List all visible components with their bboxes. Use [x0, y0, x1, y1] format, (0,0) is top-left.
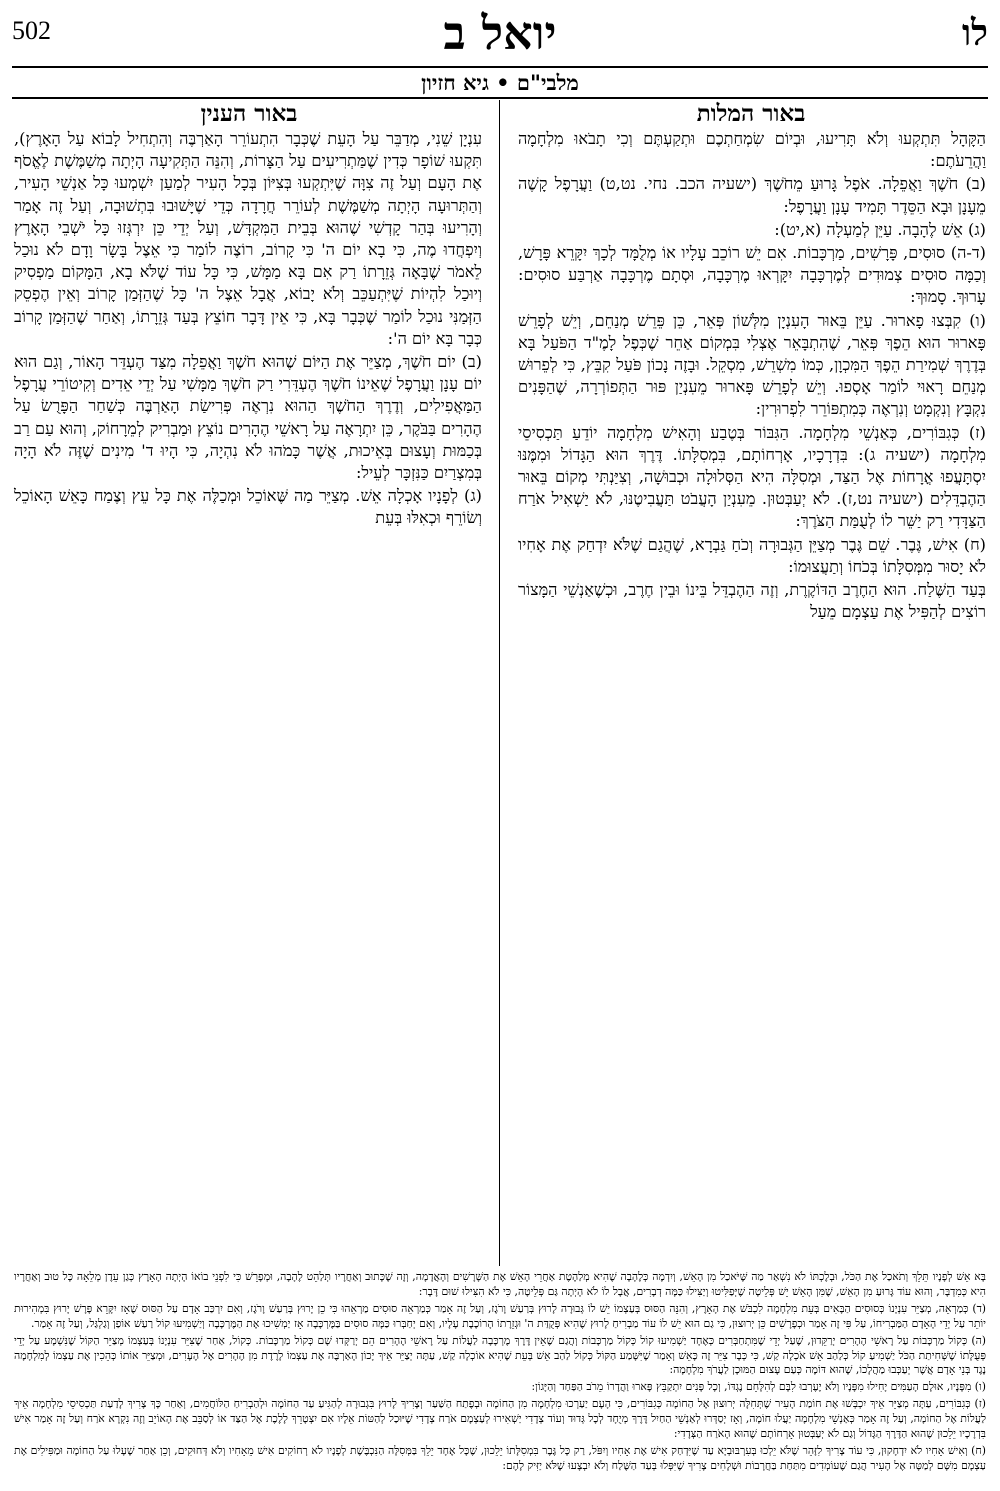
subheading-rule	[12, 97, 988, 99]
full-paragraph: בָּא אֵשׁ לְפָנָיו תֵּלֵךְ וְתֹאכַל אֶת הַכֹּל, וּבְלֶכְתּוֹ לֹא נִשְׁאַר מַה שֶּׁיֹּאכַל מִן הָאֵשׁ, וְיִדְמֶה כְּלֶהָבָה שֶׁהִיא מְלַהֶטֶת אַחֲרֵי הָאֵשׁ אֶת הַשָּׁרָשִׁים וְהָאֲדָמָה, וְזֶה שֶׁכָּתוּב וְאַחֲרָיו תְּלַהֵט לֶהָבָה, וּמְפָרֵשׁ כִּי לִפְנֵי בוֹאוֹ הָיְתָה הָאָרֶץ כְּגַן עֵדֶן מְלֵאָה כָּל טוּב וְאַחֲרָיו הִיא כְּמִדְבָּר, וְהוּא עוֹד גָּרוּעַ מִן הָאֵשׁ, שֶׁמִּן הָאֵשׁ יֵשׁ פְּלֵיטָה שֶׁיְּפַלִּיטוּ וְיַצִּילוּ כַּמָּה דְבָרִים, אֲבָל לוֹ לֹא הָיְתָה גַּם פְּלֵיטָה, כִּי לֹא הִצִּילוּ שׁוּם דָּבָר:	[14, 1270, 986, 1298]
right-paragraph: (ג) אֵשׁ לֶהָבָה. עַיֵּן לְמַעְלָה (א,יט):	[774, 219, 986, 239]
left-paragraph: (ג) לְפָנָיו אָכְלָה אֵשׁ. מְצַיֵּר מַה שֶּׁאוֹכֵל וּמְכַלֶּה אֶת כָּל עֵץ וְצֶמַח כָּאֵשׁ הָאוֹכֵל וְשׂוֹרֵף וּכְאִלּוּ בְּעֵת	[14, 486, 482, 528]
left-column-title: באור הענין	[200, 100, 298, 127]
full-paragraph: (ו) מִפָּנָיו, אוּלָם הָעַמִּים יָחִילוּ מִפָּנָיו וְלֹא יֶעֶרְבוּ לִבָּם לְהִלָּחֵם נֶגְדּוֹ, וְכָל פָּנִים יִתְקַבֵּץ פָּארוּ וַהֲדָרוֹ מֵרֹב הַפַּחַד וְהַיָּגוֹן:	[531, 1380, 986, 1394]
right-paragraph: (ו) קִבְּצוּ פָארוּר. עַיֵּן בֵּאוּר הָעִנְיָן מִלְּשׁוֹן פְּאֵר, כֵּן פֵּרֵשׁ מְנַחֵם, וְיֵשׁ לְפָרֵשׁ פָּארוּר הוּא הֵפֶךְ פְּאֵר, שֶׁהִתְבָּאֵר אֶצְלִי בִּמְקוֹם אַחֵר שֶׁכְּפֶל לָמֶ"ד הַפֹּעַל בָּא בְּדֶרֶךְ שְׁמִירַת הֵפֶךְ הַמִּכְוָן, כְּמוֹ מִשְׁרֵשׁ, מִסְקֵל. וּבָזֶה נָכוֹן פֹּעַל קִבֵּץ, כִּי לְפֵרוּשׁ מְנַחֵם רָאוּי לוֹמַר אָסְפוּ. וְיֵשׁ לְפָרֵשׁ פָּארוּר מֵעִנְיַן פּוּר הַתְּפוֹרְרָה, שֶׁהַפָּנִים נִקְבָּץ וְנִקְמָט וְנִרְאֶה כְּמִתְפּוֹרֵר לִפְרוּרִין:	[518, 310, 986, 419]
right-paragraph: (ב) חֹשֶׁךְ וַאֲפֵלָה. אֹפֶל גָּרוּעַ מֵחֹשֶׁךְ (ישעיה הכב. נחי. נט,ט) וַעֲרָפֶל קָשֶׁה מֵעָנָן וּבָא הַסֵּדֶר תָּמִיד עָנָן וַעֲרָפֶל:	[518, 174, 986, 216]
page-header	[12, 6, 988, 68]
left-paragraph: עִנְיָן שֵׁנִי, מְדַבֵּר עַל הָעֵת שֶׁכְּבָר הִתְעוֹרֵר הָאַרְבֶּה וְהִתְחִיל לָבוֹא עַל הָאָרֶץ), תִּקְעוּ שׁוֹפָר כְּדִין שֶׁמַּתְרִיעִים עַל הַצָּרוֹת, וְהִנֵּה הַתְּקִיעָה הָיְתָה מְשַׁמֶּשֶׁת לֶאֱסֹף אֶת הָעָם וְעַל זֶה צִוָּה שֶׁיִּתְקְעוּ בְּצִיּוֹן בְּכָל הָעִיר לְמַעַן יִשְׁמְעוּ כָּל אַנְשֵׁי הָעִיר, וְהַתְּרוּעָה הָיְתָה מְשַׁמֶּשֶׁת לְעוֹרֵר חֲרָדָה כְּדֵי שֶׁיָּשׁוּבוּ בִּתְשׁוּבָה, וְעַל זֶה אָמַר וְהָרִיעוּ בְּהַר קָדְשִׁי שֶׁהוּא בְּבֵית הַמִּקְדָּשׁ, וְעַל יְדֵי כֵּן יִרְגְּזוּ כָּל יֹשְׁבֵי הָאָרֶץ וְיִפְחֲדוּ מֶה, כִּי בָא יוֹם ה' כִּי קָרוֹב, רוֹצֶה לוֹמַר כִּי אֵצֶל בָּשָׂר וָדָם לֹא נוּכַל לֵאמֹר שֶׁבָּאָה גְּזֵרָתוֹ רַק אִם בָּא מַמָּשׁ, כִּי כָּל עוֹד שֶׁלֹּא בָא, הַמָּקוֹם מַפְסִיק וְיוּכַל לִהְיוֹת שֶׁיִּתְעַכֵּב וְלֹא יָבוֹא, אֲבָל אֵצֶל ה' כָּל שֶׁהַזְּמַן קָרוֹב וְאֵין הֶפְסֵק הַזְּמַנִּי נוּכַל לוֹמַר שֶׁכְּבָר בָּא, כִּי אֵין דָּבָר חוֹצֵץ בְּעַד גְּזֵרָתוֹ, וְאַחַר שֶׁהַזְּמַן קָרוֹב כְּבָר בָּא יוֹם ה':	[14, 129, 482, 348]
right-column-text	[518, 128, 986, 624]
header-rule	[12, 66, 988, 68]
full-width-text	[14, 1270, 986, 1476]
right-paragraph: בְּעַד הַשֶּׁלַח. הוּא הַחֶרֶב הַדּוֹקֶרֶת, וְזֶה הַהֶבְדֵּל בֵּינוֹ וּבֵין חֶרֶב, וּכְשֶׁאַנְשֵׁי הַמָּצוֹר רוֹצִים לְהַפִּיל אֶת עַצְמָם מֵעַל	[518, 580, 986, 622]
right-paragraph: (ח) אִישׁ, גֶּבֶר. שֵׁם גֶּבֶר מְצַיֵּן הַגְּבוּרָה וְכֹחַ גַּבְרָא, שֶׁהֲגַם שֶׁלֹּא יִדְחַק אֶת אָחִיו לֹא יָסוּר מִמְּסִלָּתוֹ בְּכֹחוֹ וְתַעֲצוּמוֹ:	[518, 534, 986, 576]
chapter-side-label: לו	[961, 12, 988, 54]
right-column-title: באור המלות	[696, 100, 806, 127]
left-paragraph: (ב) יוֹם חֹשֶׁךְ, מְצַיֵּר אֶת הַיּוֹם שֶׁהוּא חֹשֶׁךְ וַאֲפֵלָה מִצַּד הֶעְדֵּר הָאוֹר, וְגַם הוּא יוֹם עָנָן וַעֲרָפֶל שֶׁאֵינוֹ חֹשֶׁךְ הֶעְדֵּרִי רַק חֹשֶׁךְ מַמָּשִׁי עַל יְדֵי אֵדִים וְקִיטוֹרֵי עֲרָפֶל הַמַּאֲפִילִים, וְדֶרֶךְ הַחֹשֶׁךְ הַהוּא נִרְאֶה פְּרִישַׂת הָאַרְבֶּה כְּשַׁחַר הַפָּרֻשׂ עַל הֶהָרִים בַּבֹּקֶר, כֵּן יִתְרָאֶה עַל רָאשֵׁי הֶהָרִים נוֹצֵץ וּמַבְרִיק לְמֵרָחוֹק, וְהוּא עַם רַב בְּכַמּוּת וְעָצוּם בְּאֵיכוּת, אֲשֶׁר כָּמֹהוּ לֹא נִהְיָה, כִּי הָיוּ ד' מִינִים שֶׁזֶּה לֹא הָיָה בְּמִצְרַיִם כַּנִּזְכָּר לְעֵיל:	[14, 352, 482, 483]
running-title: יואל ב	[443, 6, 557, 60]
left-column-text	[14, 128, 482, 531]
right-paragraph: הַקָּהָל תִּתְקְעוּ וְלֹא תָּרִיעוּ, וּבְיוֹם שִׂמְחַתְכֶם וּתְקַעְתֶּם וְכִי תָבֹאוּ מִלְחָמָה וַהֲרֵעֹתֶם:	[518, 129, 986, 171]
commentary-subheading: מלבי"ם • גיא חזיון	[421, 70, 579, 95]
full-paragraph: (ד) כְּמַרְאֵה, מְצַיֵּר עִנְיָנוֹ כְּסוּסִים הַבָּאִים בְּעֵת מִלְחָמָה לִכְבֹּשׁ אֶת הָאָרֶץ, וְהִנֵּה הַסּוּס בְּעַצְמוֹ יֵשׁ לוֹ גְּבוּרָה לָרוּץ בְּרַעַשׁ וָרֹגֶז, וְעַל זֶה אָמַר כְּמַרְאֵה סוּסִים מַרְאֵהוּ כִּי כֵן יָרוּץ בְּרַעַשׁ וָרֹגֶז, וְאִם יִרְכַּב אָדָם עַל הַסּוּס שֶׁאָז יִקָּרֵא פָּרָשׁ יָרוּץ בִּמְהִירוּת יוֹתֵר עַל יְדֵי הָאָדָם הַמַּבְרִיחוֹ, עַל פִּי זֶה אָמַר וּכְפָרָשִׁים כֵּן יְרוּצוּן, כִּי גַם הוּא יֵשׁ לוֹ עוֹד מַבְרִיחַ לָרוּץ שֶׁהִיא פְּקֻדַּת ה' וּגְזֵרָתוֹ הָרוֹכֶבֶת עָלָיו, וְאִם יְחַבְּרוּ כַּמָּה סוּסִים בַּמֶּרְכָּבָה אָז יַמְשִׁיכוּ אֶת הַמֶּרְכָּבָה וְיַשְׁמִיעוּ קוֹל רַעַשׁ אוֹפַן וְגַלְגַּל, וְעַל זֶה אָמַר.	[14, 1301, 986, 1330]
full-paragraph: (ה) כְּקוֹל מַרְכָּבוֹת עַל רָאשֵׁי הֶהָרִים יְרַקֵּדוּן, שֶׁעַל יְדֵי שֶׁמִּתְחַבְּרִים כְּאֶחָד יַשְׁמִיעוּ קוֹל כְּקוֹל מַרְכָּבוֹת וְהֲגַם שֶׁאֵין דֶּרֶךְ מֶרְכָּבָה לַעֲלוֹת עַל רָאשֵׁי הֶהָרִים הֵם יְרַקְּדוּ שָׁם כְּקוֹל מַרְכָּבוֹת. כְּקוֹל, אַחַר שֶׁצִּיֵּר עִנְיָנוֹ בְּעַצְמוֹ מְצַיֵּר הַקּוֹל שֶׁנִּשְׁמָע עַל יְדֵי פְּעֻלָּתוֹ שֶׁשְּׁחִיתַת הַכֹּל יַשְׁמִיעַ קוֹל כְּלַהַב אֵשׁ אֹכְלָה קַשׁ, כִּי כְּבָר צִיֵּר זֶה כָּאֵשׁ וְאָמַר שֶׁיִּשָּׁמַע הַקּוֹל כְּקוֹל לַהַב אֵשׁ בְּעֵת שֶׁהִיא אוֹכְלָה קַשׁ, עַתָּה יְצַיֵּר אֵיךְ יָכוֹן הָאַרְבֶּה אֶת עַצְמוֹ לָרֶדֶת מִן הֶהָרִים אֶל הֶעָרִים, וּמְצַיֵּר אוֹתוֹ כְּהֵכִין אֶת עַצְמוֹ לְמִלְחָמָה נֶגֶד בְּנֵי אָדָם אֲשֶׁר יְעַכְּבוּ מַהֲלָכוֹ, שֶׁהוּא דּוֹמֶה כְּעַם עָצוּם הַמּוּכָן לַעֲרֹךְ מִלְחָמָה:	[14, 1333, 986, 1377]
page-number: 502	[12, 16, 51, 45]
column-divider	[499, 100, 500, 1266]
right-paragraph: (ד-ה) סוּסִים, פָּרָשִׁים, מַרְכָּבוֹת. אִם יֵשׁ רוֹכֵב עָלָיו אוֹ מְלֻמָּד לְכָךְ יִקָּרֵא פָּרָשׁ, וְכַמָּה סוּסִים צְמוּדִים לְמֶרְכָּבָה יִקָּרְאוּ מֶרְכָּבָה, וּסְתָם מֶרְכָּבָה אַרְבַּע סוּסִים: עָרוּךְ. סָמוּךְ:	[518, 243, 986, 307]
full-paragraph: (ז) כְּגִבּוֹרִים, עַתָּה מְצַיֵּר אֵיךְ יִכְבְּשׁוּ אֶת חוֹמַת הָעִיר שֶׁתְּחִלָּה יְרוּצוּן אֶל הַחוֹמָה כְּגִבּוֹרִים, כִּי הָעָם יַעַרְכוּ מִלְחָמָה מִן הַחוֹמָה וּבְפֶתַח הַשַּׁעַר וְצָרִיךְ לָרוּץ בִּגְבוּרָה לְהַגִּיעַ עַד הַחוֹמָה וּלְהַבְרִיחַ הַלּוֹחֲמִים, וְאַחַר כָּךְ צָרִיךְ לָדַעַת תַּכְסִיסֵי מִלְחָמָה אֵיךְ לַעֲלוֹת אֶל הַחוֹמָה, וְעַל זֶה אָמַר כְּאַנְשֵׁי מִלְחָמָה יַעֲלוּ חוֹמָה, וְאָז יְסַדְּרוּ לְאַנְשֵׁי הַחַיִל דֶּרֶךְ מְיֻחָד לְכָל גְּדוּד וְעוֹד צְדָדִי יַשְׁאִירוּ לְעַצְמָם אֹרַח צְדָדִי שֶׁיּוּכַל לְהַטּוֹת אֵלָיו אִם יִצְטָרֵךְ לָלֶכֶת אֶל הַצַּד אוֹ לְסַבֵּב אֶת הָאוֹיֵב וְזֶה נִקְרָא אֹרַח וְעַל זֶה אָמַר אִישׁ בִּדְרָכָיו יֵלֵכוּן שֶׁהוּא הַדֶּרֶךְ הַגָּדוֹל וְגַם לֹא יְעַבְּטוּן אָרְחוֹתָם שֶׁהוּא הָאֹרַח הַצְּדָדִי:	[14, 1397, 986, 1441]
full-paragraph: (ח) וְאִישׁ אָחִיו לֹא יִדְחָקוּן, כִּי עוֹד צָרִיךְ לִזָּהֵר שֶׁלֹּא יֵלְכוּ בְּעִרְבּוּבְיָא עַד שֶׁיִּדְחַק אִישׁ אֶת אָחִיו וְיִפֹּל, רַק כָּל גֶּבֶר בִּמְסִלָּתוֹ יֵלֵכוּן, שֶׁכָּל אֶחָד יֵלֵךְ בַּמְּסִלָּה הַנִּכְבֶּשֶׁת לְפָנָיו לֹא רְחוֹקִים אִישׁ מֵאָחִיו וְלֹא דְּחוּקִים, וְכֵן אַחַר שֶׁעָלוּ עַל הַחוֹמָה וּמַפִּילִים אֶת עַצְמָם מִשָּׁם לְמַטָּה אֶל הָעִיר הֲגַם שֶׁעוֹמְדִים מִתַּחַת בַּחֲרָבוֹת וּשְׁלָחִים צָרִיךְ שֶׁיִּפְּלוּ בְּעַד הַשֶּׁלַח וְלֹא יִבְצָעוּ שֶׁלֹּא יַזִּיק לָהֶם:	[14, 1443, 986, 1472]
right-paragraph: (ז) כְּגִבּוֹרִים, כְּאַנְשֵׁי מִלְחָמָה. הַגִּבּוֹר בְּטֶבַע וְהָאִישׁ מִלְחָמָה יוֹדֵעַ תַּכְסִיסֵי מִלְחָמָה (ישעיה ג): בִּדְרָכָיו, אָרְחוֹתָם, בִּמְסִלָּתוֹ. דֶּרֶךְ הוּא הַגָּדוֹל וּמִמֶּנּוּ יִסְתָּעֲפוּ אֳרָחוֹת אֶל הַצַּד, וּמְסִלָּה הִיא הַסְּלוּלָה וּכְבוּשָׁה, וְצִיַּנְתִּי מְקוֹם בֵּאוּר הַהֶבְדֵּלִים (ישעיה נט,ז). לֹא יְעַבְּטוּן. מֵעִנְיַן הָעֲבֹט תַּעֲבִיטֶנּוּ, לֹא יַשְׁאִיל אֹרַח הַצַּדָּדִי רַק יַשֵּׁר לוֹ לְעֻמַּת הַצֹּרֶךְ:	[518, 422, 986, 531]
